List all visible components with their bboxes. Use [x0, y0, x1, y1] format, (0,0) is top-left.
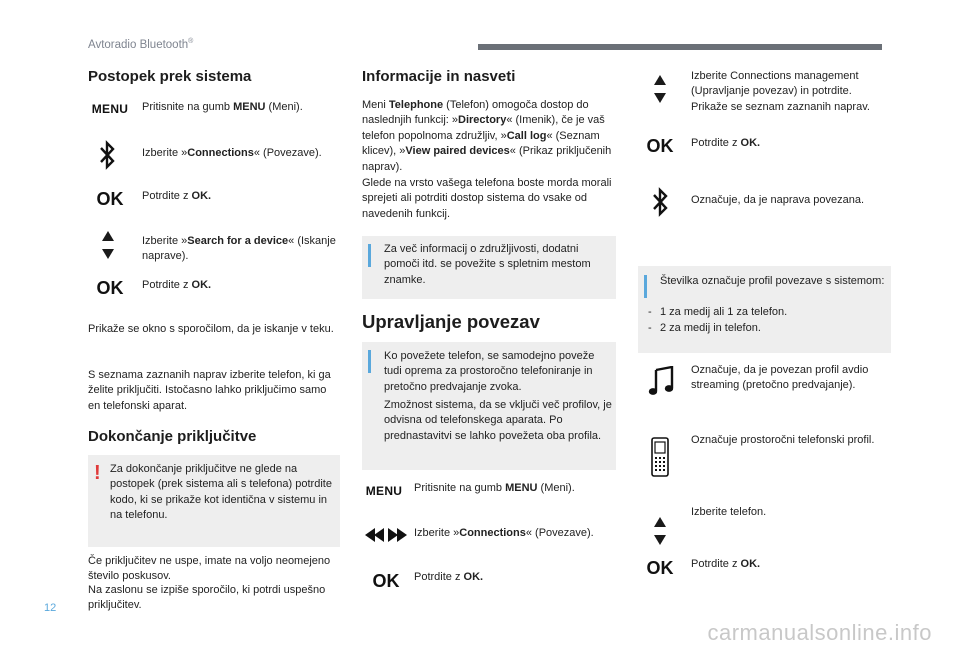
- step-text: Potrdite z OK.: [142, 190, 212, 202]
- warning-icon: !: [94, 462, 101, 484]
- bluetooth-icon: [648, 184, 672, 220]
- paragraph: Na zaslonu se izpiše sporočilo, ki potrdi uspešno priključitev.: [88, 584, 326, 612]
- info-paragraph: Meni Telephone (Telefon) omogoča dostop do naslednjih funkcij: »Directory« (Imenik), če je vaš telefon popolnoma združljiv, »Call log« (Seznam klicev), »View paired devices« (Prikaz priključenih naprav).: [362, 99, 612, 173]
- info-icon: [644, 275, 647, 298]
- step-text: Potrdite z OK.: [414, 571, 484, 583]
- page-number: 12: [44, 602, 57, 614]
- info-icon: [368, 244, 371, 267]
- step-text: Potrdite z OK.: [691, 558, 761, 570]
- list-dash: -: [648, 322, 652, 334]
- list-dash: -: [648, 306, 652, 318]
- info-box: [362, 236, 616, 299]
- list-item: 2 za medij in telefon.: [660, 322, 761, 334]
- ok-button-icon: OK: [96, 277, 124, 298]
- step-text: Pritisnite na gumb MENU (Meni).: [142, 101, 303, 113]
- step-text: Označuje, da je povezan profil avdio streaming (pretočno predvajanje).: [691, 364, 869, 392]
- ok-button-icon: OK: [646, 557, 674, 578]
- step-text: Izberite telefon.: [691, 506, 767, 518]
- warning-box: [88, 455, 340, 547]
- step-text: Potrdite z OK.: [691, 137, 761, 149]
- watermark: carmanualsonline.info: [707, 620, 932, 645]
- running-header: Avtoradio Bluetooth®: [88, 38, 194, 51]
- paragraph: S seznama zaznanih naprav izberite telefon, ki ga želite priključiti. Istočasno lahko priključimo samo en telefonski aparat.: [88, 369, 331, 412]
- step-text: Izberite »Search for a device« (Iskanje naprave).: [142, 235, 336, 263]
- menu-button-icon: MENU: [91, 102, 129, 116]
- info-text: Zmožnost sistema, da se vključi več profilov, je odvisna od telefonskega aparata. Po prednastavitvi se lahko povežeta oba profila.: [384, 399, 612, 442]
- up-down-arrows-icon: [650, 72, 670, 106]
- step-text: Potrdite z OK.: [142, 279, 212, 291]
- info-icon: [368, 350, 371, 373]
- step-text: Označuje prostoročni telefonski profil.: [691, 434, 875, 446]
- info-box: [638, 266, 891, 353]
- music-note-icon: [646, 364, 676, 398]
- section-title-pairing: Postopek prek sistema: [88, 68, 252, 85]
- step-text: Izberite Connections management (Upravljanje povezav) in potrdite. Prikaže se seznam zaznanih naprav.: [691, 70, 870, 113]
- paragraph: Prikaže se okno s sporočilom, da je iskanje v teku.: [88, 323, 334, 335]
- step-text: Izberite »Connections« (Povezave).: [414, 527, 594, 539]
- up-down-arrows-icon: [650, 514, 670, 548]
- up-down-arrows-icon: [98, 228, 118, 262]
- bluetooth-icon: [95, 137, 119, 173]
- info-text: Za več informacij o združljivosti, dodatni pomoči itd. se povežite s spletnim mestom znamke.: [384, 243, 591, 286]
- ok-button-icon: OK: [372, 570, 400, 591]
- info-paragraph: Glede na vrsto vašega telefona boste morda morali sprejeti ali potrditi dostop sistema do vsake od navedenih funkcij.: [362, 177, 612, 220]
- section-title-manage: Upravljanje povezav: [362, 311, 540, 332]
- ok-button-icon: OK: [96, 188, 124, 209]
- info-box: [362, 342, 616, 470]
- warning-text: Za dokončanje priključitve ne glede na postopek (prek sistema ali s telefona) potrdite kodo, ki se prikaže kot identična v sistemu in na telefonu.: [110, 463, 332, 522]
- section-title-finish: Dokončanje priključitve: [88, 428, 257, 445]
- list-item: 1 za medij ali 1 za telefon.: [660, 306, 788, 318]
- step-text: Označuje, da je naprava povezana.: [691, 194, 865, 206]
- step-text: Pritisnite na gumb MENU (Meni).: [414, 482, 575, 494]
- ok-button-icon: OK: [646, 135, 674, 156]
- left-right-arrows-icon: [364, 525, 408, 545]
- paragraph: Če priključitev ne uspe, imate na voljo neomejeno število poskusov.: [88, 555, 331, 583]
- phone-icon: [648, 436, 672, 478]
- info-text: Ko povežete telefon, se samodejno poveže tudi oprema za prostoročno telefoniranje in pretočno predvajanje zvoka.: [384, 350, 595, 393]
- header-bar: [478, 44, 882, 50]
- info-text: Številka označuje profil povezave s sistemom:: [660, 275, 885, 287]
- step-text: Izberite »Connections« (Povezave).: [142, 147, 322, 159]
- menu-button-icon: MENU: [365, 484, 403, 498]
- section-title-info: Informacije in nasveti: [362, 68, 516, 85]
